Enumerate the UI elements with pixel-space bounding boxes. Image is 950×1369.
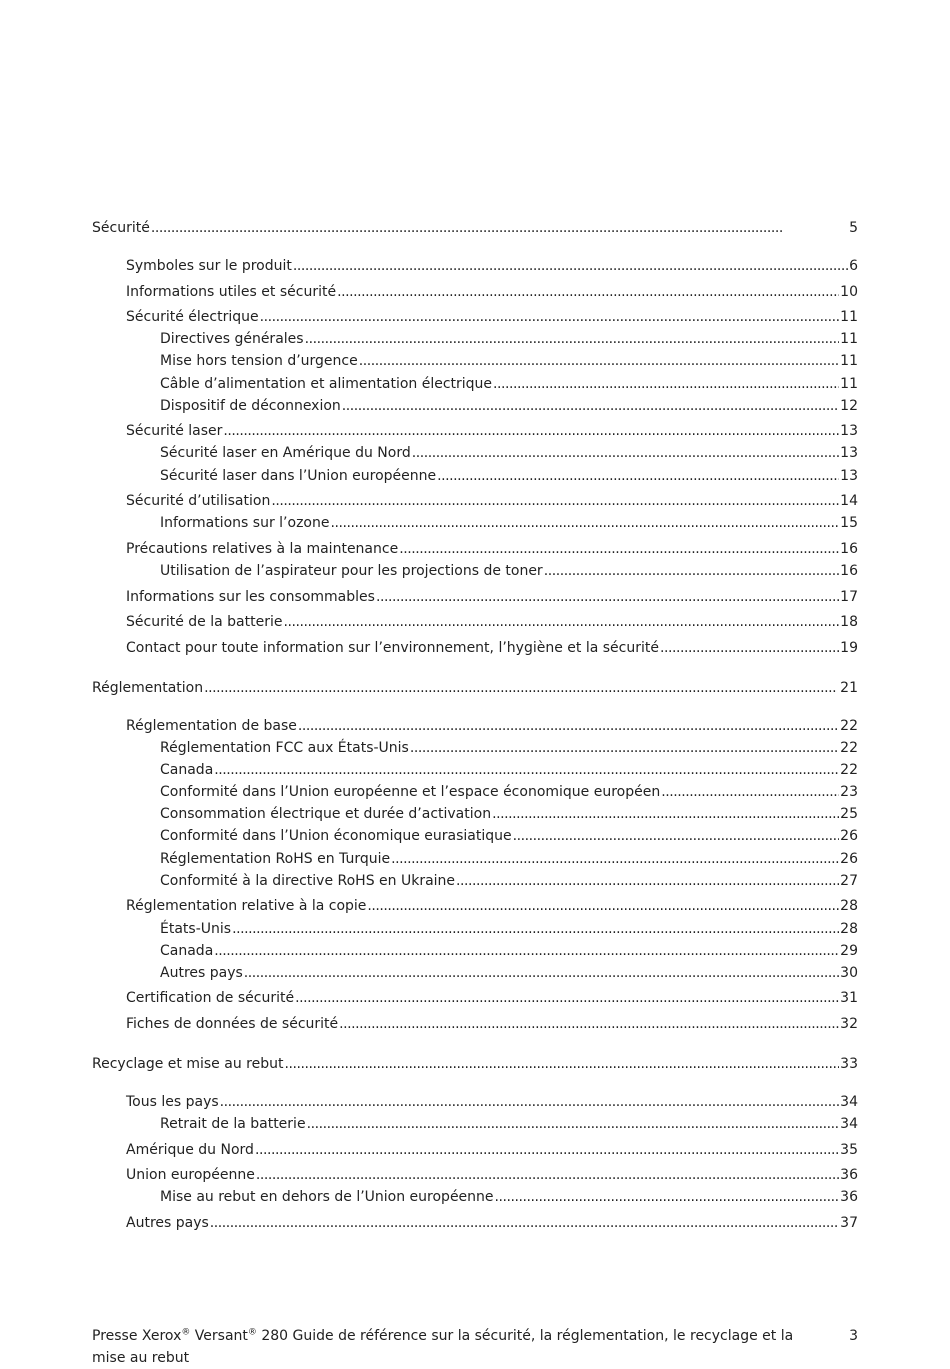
toc-entry-title: Sécurité d’utilisation: [126, 493, 271, 510]
toc-entry-title: Réglementation FCC aux États-Unis: [160, 739, 409, 756]
dot-leader: [307, 1114, 840, 1134]
toc-entry[interactable]: [92, 1165, 858, 1185]
toc-entry-title: Informations sur l’ozone: [160, 515, 330, 532]
dot-leader: [492, 804, 839, 824]
toc-entry[interactable]: [92, 513, 858, 533]
toc-entry[interactable]: [92, 587, 858, 607]
dot-leader: [367, 896, 839, 916]
toc-entry-page: 28: [840, 898, 858, 915]
toc-entry-page: 19: [840, 639, 858, 656]
toc-entry[interactable]: [92, 421, 858, 441]
toc-entry[interactable]: [92, 1114, 858, 1134]
toc-entry-page: 35: [840, 1141, 858, 1158]
toc-entry-title: Informations sur les consommables: [126, 588, 375, 605]
toc-entry-title: Autres pays: [160, 964, 243, 981]
dot-leader: [661, 782, 839, 802]
toc-entry-page: 16: [840, 563, 858, 579]
dot-leader: [412, 443, 839, 463]
toc-entry-title: Sécurité laser dans l’Union européenne: [160, 467, 437, 484]
toc-entry[interactable]: [92, 678, 858, 698]
toc-entry-title: Directives générales: [160, 331, 304, 348]
toc-entry-title: Sécurité de la batterie: [126, 614, 283, 630]
dot-leader: [456, 871, 839, 891]
toc-entry-page: 13: [840, 445, 858, 462]
toc-entry-title: Retrait de la batterie: [160, 1116, 306, 1133]
toc-entry-title: Recyclage et mise au rebut: [92, 1055, 284, 1072]
toc-entry-page: 33: [840, 1055, 858, 1072]
toc-entry-page: 11: [840, 375, 858, 392]
toc-entry-title: Réglementation: [92, 679, 204, 696]
toc-entry-title: Dispositif de déconnexion: [160, 397, 341, 414]
footer-product: Versant: [190, 1328, 248, 1344]
toc-entry[interactable]: [92, 1014, 858, 1034]
toc-entry-page: 21: [840, 679, 858, 696]
page-footer: [92, 1325, 858, 1369]
dot-leader: [214, 941, 839, 961]
toc-entry-page: 26: [840, 850, 858, 867]
dot-leader: [214, 760, 839, 780]
dot-leader: [284, 1054, 839, 1074]
toc-entry-title: Sécurité électrique: [126, 309, 259, 325]
dot-leader: [342, 396, 839, 416]
registered-mark: ®: [247, 1327, 257, 1338]
toc-entry-page: 17: [840, 588, 858, 605]
toc-entry-title: Informations utiles et sécurité: [126, 283, 337, 300]
toc-entry-title: Utilisation de l’aspirateur pour les projections de toner: [160, 563, 543, 579]
toc-entry-page: 12: [840, 397, 858, 414]
dot-leader: [399, 539, 839, 559]
toc-entry[interactable]: [92, 1187, 858, 1207]
toc-entry-title: Câble d’alimentation et alimentation électrique: [160, 375, 493, 392]
toc-entry[interactable]: [92, 1213, 858, 1233]
toc-entry-page: 36: [840, 1189, 858, 1206]
toc-entry[interactable]: [92, 849, 858, 869]
toc-entry[interactable]: [92, 443, 858, 463]
dot-leader: [376, 587, 839, 607]
dot-leader: [305, 329, 840, 349]
toc-entry[interactable]: [92, 612, 858, 632]
toc-entry-title: Consommation électrique et durée d’activation: [160, 806, 492, 823]
dot-leader: [283, 612, 839, 632]
toc-entry[interactable]: [92, 988, 858, 1008]
toc-entry[interactable]: [92, 539, 858, 559]
toc-entry-page: 6: [849, 258, 858, 274]
toc-entry[interactable]: [92, 738, 858, 758]
toc-entry-page: 22: [840, 761, 858, 778]
toc-entry[interactable]: [92, 282, 858, 302]
toc-entry-page: 34: [840, 1116, 858, 1133]
dot-leader: [437, 466, 839, 486]
toc-entry-page: 32: [840, 1015, 858, 1032]
dot-leader: [151, 218, 848, 238]
dot-leader: [271, 491, 839, 511]
toc-entry[interactable]: [92, 218, 858, 238]
toc-entry-page: 13: [840, 423, 858, 440]
toc-entry-page: 16: [840, 540, 858, 557]
toc-entry[interactable]: [92, 329, 858, 349]
dot-leader: [660, 638, 839, 658]
page-number: 3: [849, 1328, 858, 1344]
toc-entry-title: Réglementation RoHS en Turquie: [160, 850, 391, 867]
toc-entry[interactable]: [92, 804, 858, 824]
table-of-contents: [92, 216, 858, 1233]
toc-entry-page: 28: [840, 920, 858, 937]
dot-leader: [513, 826, 840, 846]
dot-leader: [337, 282, 839, 302]
toc-entry-page: 18: [840, 614, 858, 630]
toc-entry-title: Sécurité laser: [126, 423, 223, 440]
toc-entry-title: Réglementation relative à la copie: [126, 898, 367, 915]
dot-leader: [232, 919, 839, 939]
toc-entry[interactable]: [92, 760, 858, 780]
toc-entry-title: Symboles sur le produit: [126, 258, 292, 274]
toc-entry-title: États-Unis: [160, 920, 232, 937]
toc-entry-page: 31: [840, 990, 858, 1007]
dot-leader: [260, 307, 840, 327]
toc-entry[interactable]: [92, 871, 858, 891]
dot-leader: [204, 678, 839, 698]
toc-entry-page: 5: [849, 220, 858, 236]
dot-leader: [330, 513, 839, 533]
dot-leader: [391, 849, 839, 869]
toc-entry-title: Canada: [160, 942, 214, 959]
toc-entry-title: Mise hors tension d’urgence: [160, 353, 358, 370]
footer-title: [92, 1325, 812, 1369]
toc-entry[interactable]: [92, 1140, 858, 1160]
toc-entry[interactable]: [92, 1054, 858, 1074]
toc-entry-page: 11: [840, 353, 858, 370]
toc-entry-title: Certification de sécurité: [126, 990, 295, 1007]
toc-entry[interactable]: [92, 941, 858, 961]
toc-entry-title: Conformité dans l’Union européenne et l’espace économique européen: [160, 784, 661, 801]
footer-description: 280 Guide de référence sur la sécurité, la réglementation, le recyclage et la mise au rebut: [92, 1328, 794, 1366]
toc-entry[interactable]: [92, 466, 858, 486]
toc-entry-page: 27: [840, 872, 858, 889]
dot-leader: [359, 351, 839, 371]
toc-entry-title: Tous les pays: [126, 1093, 219, 1110]
toc-entry[interactable]: [92, 491, 858, 511]
toc-entry[interactable]: [92, 782, 858, 802]
toc-entry-page: 22: [840, 717, 858, 734]
toc-entry[interactable]: [92, 716, 858, 736]
dot-leader: [293, 256, 848, 276]
toc-entry-title: Réglementation de base: [126, 717, 297, 734]
dot-leader: [295, 988, 839, 1008]
toc-entry[interactable]: [92, 374, 858, 394]
toc-entry-title: Mise au rebut en dehors de l’Union européenne: [160, 1189, 494, 1206]
toc-entry[interactable]: [92, 307, 858, 327]
dot-leader: [410, 738, 839, 758]
toc-entry-page: 34: [840, 1093, 858, 1110]
toc-entry-title: Précautions relatives à la maintenance: [126, 540, 399, 557]
toc-entry-title: Canada: [160, 761, 214, 778]
dot-leader: [223, 421, 839, 441]
toc-entry[interactable]: [92, 561, 858, 581]
toc-entry-page: 11: [840, 331, 858, 348]
toc-entry[interactable]: [92, 1092, 858, 1112]
toc-entry-page: 36: [840, 1167, 858, 1184]
toc-entry-title: Sécurité: [92, 220, 150, 236]
dot-leader: [244, 963, 839, 983]
toc-entry-page: 13: [840, 467, 858, 484]
toc-entry-title: Fiches de données de sécurité: [126, 1015, 339, 1032]
dot-leader: [210, 1213, 839, 1233]
toc-entry[interactable]: [92, 256, 858, 276]
toc-entry-title: Conformité à la directive RoHS en Ukraine: [160, 872, 456, 889]
toc-entry-title: Sécurité laser en Amérique du Nord: [160, 445, 411, 462]
toc-entry-title: Union européenne: [126, 1167, 255, 1184]
toc-entry-page: 11: [840, 309, 858, 325]
toc-entry[interactable]: [92, 919, 858, 939]
dot-leader: [255, 1140, 839, 1160]
toc-entry[interactable]: [92, 826, 858, 846]
dot-leader: [220, 1092, 840, 1112]
toc-entry-page: 10: [840, 283, 858, 300]
toc-entry-title: Conformité dans l’Union économique eurasiatique: [160, 828, 512, 845]
dot-leader: [493, 374, 839, 394]
toc-entry[interactable]: [92, 351, 858, 371]
dot-leader: [339, 1014, 839, 1034]
dot-leader: [298, 716, 839, 736]
toc-entry[interactable]: [92, 638, 858, 658]
toc-entry-page: 25: [840, 806, 858, 823]
dot-leader: [256, 1165, 839, 1185]
toc-entry-title: Autres pays: [126, 1214, 209, 1231]
toc-entry-title: Amérique du Nord: [126, 1141, 254, 1158]
toc-entry-page: 29: [840, 942, 858, 959]
toc-entry-page: 22: [840, 739, 858, 756]
toc-entry-page: 14: [840, 493, 858, 510]
dot-leader: [544, 561, 839, 581]
toc-entry[interactable]: [92, 396, 858, 416]
toc-entry-page: 30: [840, 964, 858, 981]
toc-entry-page: 26: [840, 828, 858, 845]
toc-entry[interactable]: [92, 963, 858, 983]
toc-entry-title: Contact pour toute information sur l’environnement, l’hygiène et la sécurité: [126, 639, 659, 656]
toc-entry-page: 23: [840, 784, 858, 801]
registered-mark: ®: [181, 1327, 191, 1338]
footer-brand: Presse Xerox: [92, 1328, 182, 1344]
dot-leader: [495, 1187, 840, 1207]
toc-entry[interactable]: [92, 896, 858, 916]
toc-entry-page: 37: [840, 1214, 858, 1231]
toc-entry-page: 15: [840, 515, 858, 532]
